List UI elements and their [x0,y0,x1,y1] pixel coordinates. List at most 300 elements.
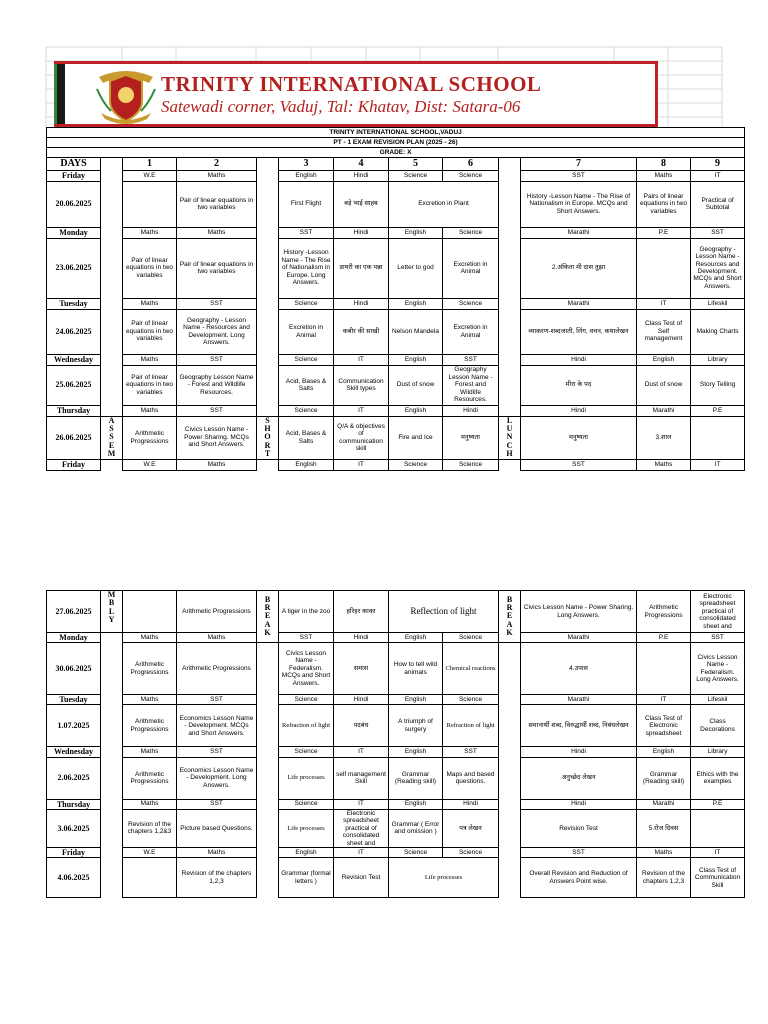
topic-cell: Geography Lesson Name - Forest and Wildlife Resources. [177,365,257,405]
topic-cell: Geography - Lesson Name - Resources and Development. MCQs and Short Answers. [691,238,745,298]
break-column-cell [101,158,123,171]
short-break-label: S H O R T [257,416,279,459]
short-break-column-cell [257,809,279,847]
day-subject-row [47,633,745,643]
lunch-column-cell [499,354,521,365]
topic-cell: समास [334,643,389,695]
subject-cell: IT [334,848,389,858]
topic-cell: Communication Skill types [334,365,389,405]
date-topic-row [47,365,745,405]
lunch-column-cell [499,757,521,799]
topic-cell: 5.रोज दिवस [637,809,691,847]
topic-cell: self management Skill [334,757,389,799]
subject-cell: IT [637,695,691,705]
date: 26.06.2025 [47,416,101,459]
period-number-row [47,158,745,171]
subject-cell: SST [177,405,257,416]
period-number: 8 [637,158,691,171]
subject-cell: English [389,354,443,365]
topic-cell: Arithmetic Progressions [123,705,177,747]
subject-cell: Maths [637,848,691,858]
topic-cell: Pair of linear equations in two variables [177,181,257,227]
topic-cell: Story Telling [691,365,745,405]
subject-cell: IT [691,459,745,470]
topic-cell: Geography - Lesson Name - Resources and Development. Long Answers. [177,309,257,354]
school-title: TRINITY INTERNATIONAL SCHOOL [161,72,542,96]
subject-cell: W.E [123,459,177,470]
date-topic-row [47,309,745,354]
assembly-column-cell [101,848,123,858]
assembly-column-cell [101,170,123,181]
assembly-column-cell [101,227,123,238]
subject-cell: English [389,695,443,705]
subject-cell: P.E [691,799,745,809]
topic-cell: Grammar (Reading skill) [389,757,443,799]
subject-cell: SST [521,170,637,181]
header-row [47,138,745,148]
short-break-label: B R E A K [257,591,279,643]
day-subject-row [47,459,745,470]
topic-cell [637,643,691,695]
subject-cell: Hindi [334,298,389,309]
topic-cell: Pair of linear equations in two variables [123,365,177,405]
subject-cell: W.E [123,170,177,181]
subject-cell: Science [443,298,499,309]
topic-cell: Excretion in Plant [389,181,499,227]
subject-cell: Library [691,354,745,365]
topic-cell: डायरी का एक पन्ना [334,238,389,298]
topic-cell: Excretion in Animal [443,309,499,354]
subject-cell: Science [443,170,499,181]
day-name: Wednesday [47,747,101,757]
topic-cell: व्याकरण-शब्दजाती, लिंग, वचन, कथालेखन [521,309,637,354]
date: 23.06.2025 [47,238,101,298]
topic-cell: Geography Lesson Name - Forest and Wildlife Resources. [443,365,499,405]
subject-cell: Science [279,695,334,705]
topic-cell: Class Test of Self management [637,309,691,354]
subject-cell: IT [691,170,745,181]
lunch-column-cell [499,848,521,858]
short-break-column-cell [257,747,279,757]
topic-cell: History -Lesson Name - The Rise of Nationalism in Europe. Long Answers. [279,238,334,298]
subject-cell: Marathi [521,695,637,705]
short-break-column-cell [257,643,279,695]
subject-cell: Science [389,170,443,181]
topic-cell: Electronic spreadsheet practical of consolidated sheet and [691,591,745,633]
day-subject-row [47,354,745,365]
subject-cell: Marathi [637,799,691,809]
day-name: Friday [47,170,101,181]
date: 3.06.2025 [47,809,101,847]
topic-cell: Refraction of light [443,705,499,747]
subject-cell: SST [443,747,499,757]
topic-cell: How to tell wild animals [389,643,443,695]
subject-cell: Science [389,459,443,470]
topic-cell: Revision Test [521,809,637,847]
subject-cell: IT [334,354,389,365]
short-break-column-cell [257,181,279,227]
topic-cell: Refraction of light [279,705,334,747]
topic-cell: Class Decorations [691,705,745,747]
topic-cell [123,181,177,227]
topic-cell: Chemical reactions [443,643,499,695]
subject-cell: Marathi [521,633,637,643]
lunch-column-cell [499,809,521,847]
lunch-column-cell [499,858,521,898]
short-break-column-cell [257,309,279,354]
subject-cell: W.E [123,848,177,858]
date-topic-row [47,181,745,227]
assembly-column-cell [101,405,123,416]
subject-cell: Science [443,848,499,858]
short-break-column-cell [257,705,279,747]
short-break-column-cell [257,858,279,898]
short-break-column-cell [257,405,279,416]
period-number: 9 [691,158,745,171]
short-break-column-cell [257,354,279,365]
subject-cell: English [389,227,443,238]
subject-cell: P.E [637,633,691,643]
subject-cell: Science [279,354,334,365]
subject-cell: Maths [123,695,177,705]
subject-cell: IT [334,747,389,757]
date-topic-row [47,858,745,898]
topic-cell: Ethics with the examples [691,757,745,799]
lunch-column-cell [499,643,521,695]
date-topic-row [47,809,745,847]
assembly-column-cell [101,238,123,298]
assembly-column-cell [101,354,123,365]
period-number: 7 [521,158,637,171]
topic-cell: Revision of the chapters 1,2,3 [637,858,691,898]
subject-cell: Hindi [334,227,389,238]
subject-cell: Hindi [521,799,637,809]
school-banner [54,61,658,127]
assembly-column-cell [101,181,123,227]
revision-plan-table-part-2 [46,590,745,898]
banner-bar [57,64,65,124]
topic-cell: Maps and based questions. [443,757,499,799]
short-break-column-cell [257,459,279,470]
header-school: TRINITY INTERNATIONAL SCHOOL,VADUJ [47,128,745,138]
day-subject-row [47,848,745,858]
topic-cell: Economics Lesson Name - Development. Long Answers. [177,757,257,799]
lunch-column-cell [499,238,521,298]
subject-cell: Science [279,405,334,416]
header-row [47,128,745,138]
assembly-column-cell [101,309,123,354]
topic-cell: Revision of the chapters 1,2,3 [177,858,257,898]
topic-cell: Arithmetic Progressions [123,416,177,459]
topic-cell: Picture based Questions. [177,809,257,847]
topic-cell [123,591,177,633]
topic-cell: Excretion in Animal [443,238,499,298]
subject-cell: Hindi [521,354,637,365]
subject-cell: Science [279,747,334,757]
topic-cell [123,858,177,898]
topic-cell: Acid, Bases & Salts [279,365,334,405]
school-crest-icon [95,67,157,125]
school-address: Satewadi corner, Vaduj, Tal: Khatav, Dist: Satara-06 [161,97,521,116]
short-break-column-cell [257,848,279,858]
subject-cell: Science [443,227,499,238]
assembly-column-cell [101,799,123,809]
topic-cell: Fire and Ice [389,416,443,459]
subject-cell: Marathi [521,298,637,309]
topic-cell: समानार्थी शब्द, विरुद्धार्थी शब्द, निबंधलेखन [521,705,637,747]
day-name: Monday [47,227,101,238]
subject-cell: Maths [177,459,257,470]
subject-cell: SST [521,459,637,470]
subject-cell: Science [443,695,499,705]
subject-cell: Hindi [521,405,637,416]
subject-cell: English [389,405,443,416]
topic-cell: Civics Lesson Name - Power Sharing. MCQs and Short Answers. [177,416,257,459]
topic-cell: Excretion in Animal [279,309,334,354]
topic-cell: Dust of snow [389,365,443,405]
topic-cell: Arithmetic Progressions [177,591,257,633]
topic-cell: पदबंध [334,705,389,747]
subject-cell: English [279,459,334,470]
subject-cell: Maths [123,799,177,809]
header-grade: GRADE: X [47,148,745,158]
topic-cell: A triumph of surgery [389,705,443,747]
date: 24.06.2025 [47,309,101,354]
topic-cell: अनुच्छेद लेखन [521,757,637,799]
topic-cell: 3.शाल [637,416,691,459]
topic-cell: Making Charts [691,309,745,354]
subject-cell: IT [637,298,691,309]
subject-cell: Lifeskil [691,298,745,309]
day-subject-row [47,227,745,238]
topic-cell: Pair of linear equations in two variables [123,238,177,298]
topic-cell: Life processes [279,809,334,847]
topic-cell: Arithmetic Progressions [637,591,691,633]
subject-cell: Library [691,747,745,757]
topic-cell: Nelson Mandela [389,309,443,354]
subject-cell: SST [177,298,257,309]
subject-cell: Maths [177,633,257,643]
subject-cell: Maths [123,227,177,238]
subject-cell: Maths [123,747,177,757]
short-break-column-cell [257,757,279,799]
topic-cell: Arithmetic Progressions [177,643,257,695]
short-break-column-cell [257,365,279,405]
topic-cell: Economics Lesson Name - Development. MCQs and Short Answers. [177,705,257,747]
subject-cell: SST [177,747,257,757]
topic-cell: Class Test of Electronic spreadsheet [637,705,691,747]
subject-cell: Maths [123,298,177,309]
date-topic-row [47,591,745,633]
day-name: Wednesday [47,354,101,365]
subject-cell: English [389,298,443,309]
date: 1.07.2025 [47,705,101,747]
day-name: Friday [47,459,101,470]
subject-cell: Marathi [637,405,691,416]
short-break-column-cell [257,227,279,238]
lunch-label: B R E A K [499,591,521,643]
topic-cell: Pairs of linear equations in two variables [637,181,691,227]
day-subject-row [47,799,745,809]
date: 25.06.2025 [47,365,101,405]
assembly-column-cell [101,858,123,898]
subject-cell: Hindi [334,633,389,643]
subject-cell: English [389,747,443,757]
topic-cell: हरिहर काका [334,591,389,633]
subject-cell: Maths [177,227,257,238]
day-subject-row [47,298,745,309]
subject-cell: P.E [691,405,745,416]
topic-cell: Class Test of Communication Skill [691,858,745,898]
topic-cell: Pair of linear equations in two variables [177,238,257,298]
topic-cell: Reflection of light [389,591,499,633]
header-plan: PT - 1 EXAM REVISION PLAN (2025 - 26) [47,138,745,148]
topic-cell: Civics Lesson Name - Power Sharing. Long Answers. [521,591,637,633]
topic-cell: Civics Lesson Name - Federalism. Long Answers. [691,643,745,695]
short-break-column-cell [257,238,279,298]
assembly-column-cell [101,695,123,705]
subject-cell: Science [279,799,334,809]
period-number: 5 [389,158,443,171]
subject-cell: Hindi [521,747,637,757]
topic-cell: बड़े भाई साहब [334,181,389,227]
subject-cell: Hindi [443,405,499,416]
topic-cell: Grammar (Reading skill) [637,757,691,799]
lunch-column-cell [499,405,521,416]
topic-cell [691,416,745,459]
assembly-label: A S S E M [101,416,123,459]
subject-cell: IT [334,405,389,416]
day-subject-row [47,747,745,757]
topic-cell: मीरा के पद [521,365,637,405]
date: 2.06.2025 [47,757,101,799]
date: 27.06.2025 [47,591,101,633]
day-name: Monday [47,633,101,643]
topic-cell: पत्र लेखन [443,809,499,847]
date-topic-row [47,705,745,747]
period-number: 1 [123,158,177,171]
date: 4.06.2025 [47,858,101,898]
topic-cell: A tiger in the zoo [279,591,334,633]
break-column-cell [257,158,279,171]
assembly-label: M B L Y [101,591,123,633]
subject-cell: English [389,799,443,809]
day-name: Thursday [47,799,101,809]
date-topic-row [47,416,745,459]
date-topic-row [47,757,745,799]
topic-cell: Dust of snow [637,365,691,405]
subject-cell: Science [443,633,499,643]
topic-cell: Life processes [279,757,334,799]
lunch-column-cell [499,799,521,809]
lunch-column-cell [499,227,521,238]
subject-cell: SST [521,848,637,858]
topic-cell: First Flight [279,181,334,227]
assembly-column-cell [101,365,123,405]
subject-cell: Hindi [334,695,389,705]
subject-cell: Hindi [334,170,389,181]
period-number: 6 [443,158,499,171]
subject-cell: Science [443,459,499,470]
days-header: DAYS [47,158,101,171]
date-topic-row [47,643,745,695]
topic-cell: Q/A & objectives of communication skill [334,416,389,459]
period-number: 3 [279,158,334,171]
topic-cell: Revision of the chapters 1,2&3 [123,809,177,847]
day-subject-row [47,170,745,181]
subject-cell: English [279,848,334,858]
lunch-column-cell [499,365,521,405]
short-break-column-cell [257,170,279,181]
subject-cell: Maths [177,848,257,858]
subject-cell: English [389,633,443,643]
subject-cell: SST [279,633,334,643]
lunch-column-cell [499,181,521,227]
lunch-label: L U N C H [499,416,521,459]
subject-cell: Maths [123,405,177,416]
lunch-column-cell [499,298,521,309]
assembly-column-cell [101,705,123,747]
subject-cell: SST [177,354,257,365]
subject-cell: Lifeskil [691,695,745,705]
topic-cell: Acid, Bases & Salts [279,416,334,459]
day-name: Thursday [47,405,101,416]
topic-cell: Electronic spreadsheet practical of consolidated sheet and [334,809,389,847]
day-name: Tuesday [47,695,101,705]
subject-cell: Maths [177,170,257,181]
day-name: Friday [47,848,101,858]
assembly-column-cell [101,298,123,309]
assembly-column-cell [101,633,123,643]
topic-cell: Grammar (formal letters ) [279,858,334,898]
topic-cell: 2.अंकिता मी दास तुझा [521,238,637,298]
date: 20.06.2025 [47,181,101,227]
topic-cell [637,238,691,298]
subject-cell: Marathi [521,227,637,238]
revision-plan-table-part-1 [46,127,745,471]
subject-cell: Maths [637,170,691,181]
day-subject-row [47,695,745,705]
short-break-column-cell [257,799,279,809]
date-topic-row [47,238,745,298]
subject-cell: SST [177,695,257,705]
topic-cell: Civics Lesson Name - Federalism. MCQs and Short Answers. [279,643,334,695]
subject-cell: SST [443,354,499,365]
topic-cell: History -Lesson Name - The Rise of Nationalism in Europe. MCQs and Short Answers. [521,181,637,227]
lunch-column-cell [499,705,521,747]
topic-cell: मनुष्यता [443,416,499,459]
date: 30.06.2025 [47,643,101,695]
short-break-column-cell [257,298,279,309]
lunch-column-cell [499,170,521,181]
subject-cell: English [637,747,691,757]
subject-cell: Maths [637,459,691,470]
subject-cell: SST [691,633,745,643]
short-break-column-cell [257,695,279,705]
period-number: 4 [334,158,389,171]
subject-cell: IT [334,459,389,470]
subject-cell: English [279,170,334,181]
assembly-column-cell [101,757,123,799]
break-column-cell [499,158,521,171]
subject-cell: English [637,354,691,365]
topic-cell: Revision Test [334,858,389,898]
subject-cell: SST [177,799,257,809]
lunch-column-cell [499,695,521,705]
subject-cell: SST [691,227,745,238]
period-number: 2 [177,158,257,171]
topic-cell: Grammar ( Error and omission ) [389,809,443,847]
